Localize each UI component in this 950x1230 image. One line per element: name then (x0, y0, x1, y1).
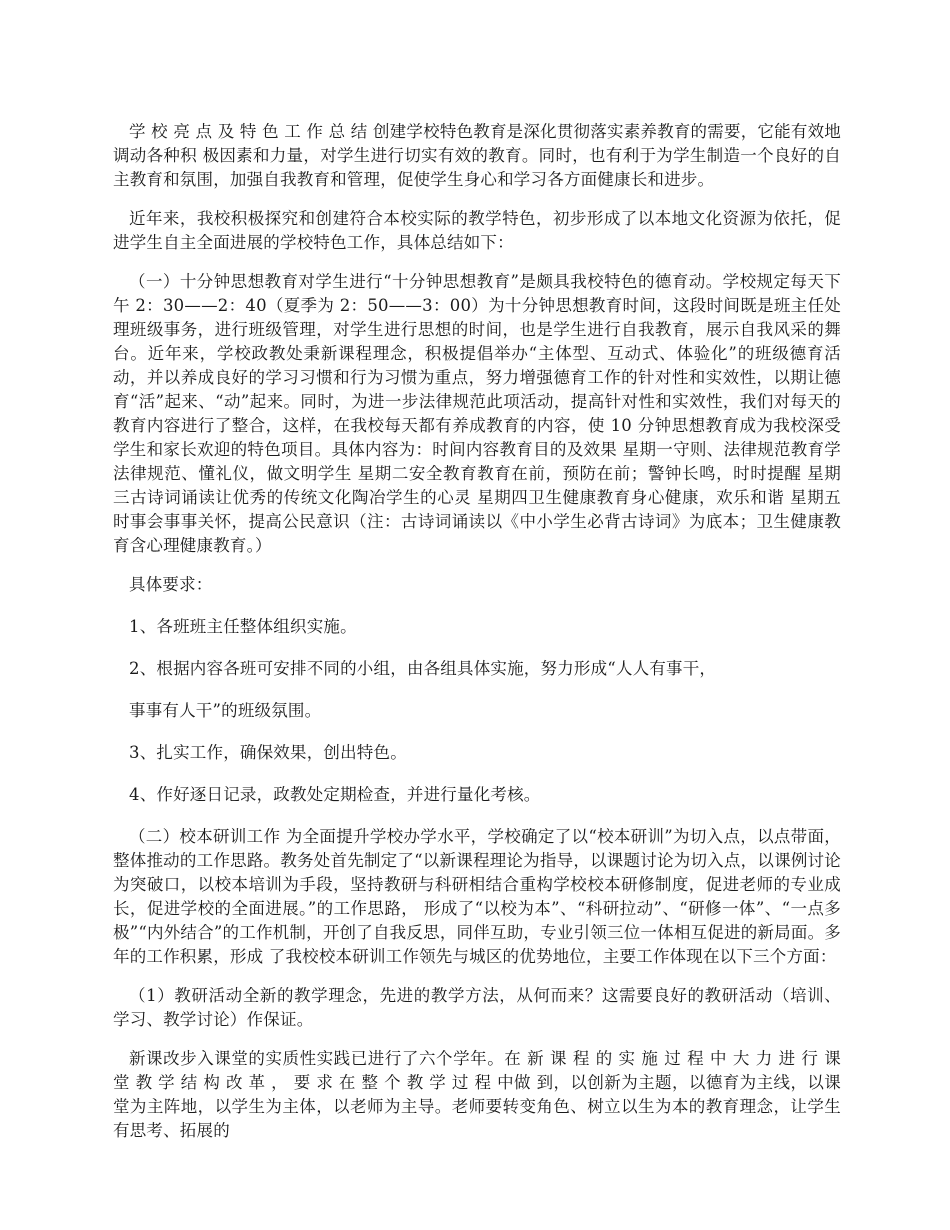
intro-paragraph: 学 校 亮 点 及 特 色 工 作 总 结 创建学校特色教育是深化贯彻落实素养教育的需要，它能有效地调动各种积 极因素和力量，对学生进行切实有效的教育。同时，也有利于为学生制造一个良好的自主教育和氛围，加强自我教育和管理，促使学生身心和学习各方面健康长和进步。 (113, 122, 841, 189)
overview-paragraph: 近年来，我校积极探究和创建符合本校实际的教学特色，初步形成了以本地文化资源为依托，促进学生自主全面进展的学校特色工作，具体总结如下： (113, 209, 841, 252)
requirements-heading: 具体要求： (129, 575, 213, 594)
requirement-item-1: 1、各班班主任整体组织实施。 (129, 617, 357, 636)
requirement-item-3: 3、扎实工作，确保效果，创出特色。 (129, 743, 407, 762)
section-two-paragraph: （二）校本研训工作 为全面提升学校办学水平，学校确定了以“校本研训”为切入点，以点带面，整体推动的工作思路。教务处首先制定了“以新课程理论为指导，以课题讨论为切入点，以课例讨论为突破口，以校本培训为手段，坚持教研与科研相结合重构学校校本研修制度，促进老师的专业成长，促进学校的全面进展。”的工作思路， 形成了“以校为本”、“科研拉动”、“研修一体”、“一点多极”“内外结合”的工作机制，开创了自我反思，同伴互助，专业引领三位一体相互促进的新局面。多年的工作积累，形成 了我校校本研训工作领先与城区的优势地位，主要工作体现在以下三个方面： (113, 827, 841, 966)
requirement-item-4: 4、作好逐日记录，政教处定期检查，并进行量化考核。 (129, 785, 541, 804)
requirement-item-2: 2、根据内容各班可安排不同的小组，由各组具体实施，努力形成“人人有事干， (129, 659, 717, 678)
curriculum-reform-paragraph: 新课改步入课堂的实质性实践已进行了六个学年。在 新 课 程 的 实 施 过 程 中 大 力 进 行 课 堂 教 学 结 构 改 革 ， 要 求 在 整 个 教 学 过 程 中做 到，以创新为主题，以德育为主线，以课堂为主阵地，以学生为主体，以老师为主导。老师要转变角色、树立以生为本的教育理念，让学生有思考、拓展的 (113, 1049, 841, 1140)
teaching-research-paragraph: （1）教研活动全新的教学理念，先进的教学方法，从何而来？这需要良好的教研活动（培训、学习、教学讨论）作保证。 (113, 986, 841, 1029)
section-one-paragraph: （一）十分钟思想教育对学生进行“十分钟思想教育”是颇具我校特色的德育动。学校规定每天下午 2：30——2：40（夏季为 2：50——3：00）为十分钟思想教育时间，这段时间既是班主任处理班级事务，进行班级管理，对学生进行思想的时间，也是学生进行自我教育，展示自我风采的舞台。近年来，学校政教处秉新课程理念，积极提倡举办“主体型、互动式、体验化”的班级德育活动，并以养成良好的学习习惯和行为习惯为重点，努力增强德育工作的针对性和实效性，以期让德育“活”起来、“动”起来。同时，为进一步法律规范此项活动，提高针对性和实效性，我们对每天的教育内容进行了整合，这样，在我校每天都有养成教育的内容，使 10 分钟思想教育成为我校深受学生和家长欢迎的特色项目。具体内容为：时间内容教育目的及效果 星期一守则、法律规范教育学法律规范、懂礼仪，做文明学生 星期二安全教育教育在前，预防在前；警钟长鸣，时时提醒 星期三古诗词诵读让优秀的传统文化陶冶学生的心灵 星期四卫生健康教育身心健康，欢乐和谐 星期五时事会事事关怀，提高公民意识（注：古诗词诵读以《中小学生必背古诗词》为底本；卫生健康教育含心理健康教育。） (113, 272, 841, 555)
document-body (113, 120, 841, 1158)
requirement-item-2-continued: 事事有人干”的班级氛围。 (129, 701, 322, 720)
